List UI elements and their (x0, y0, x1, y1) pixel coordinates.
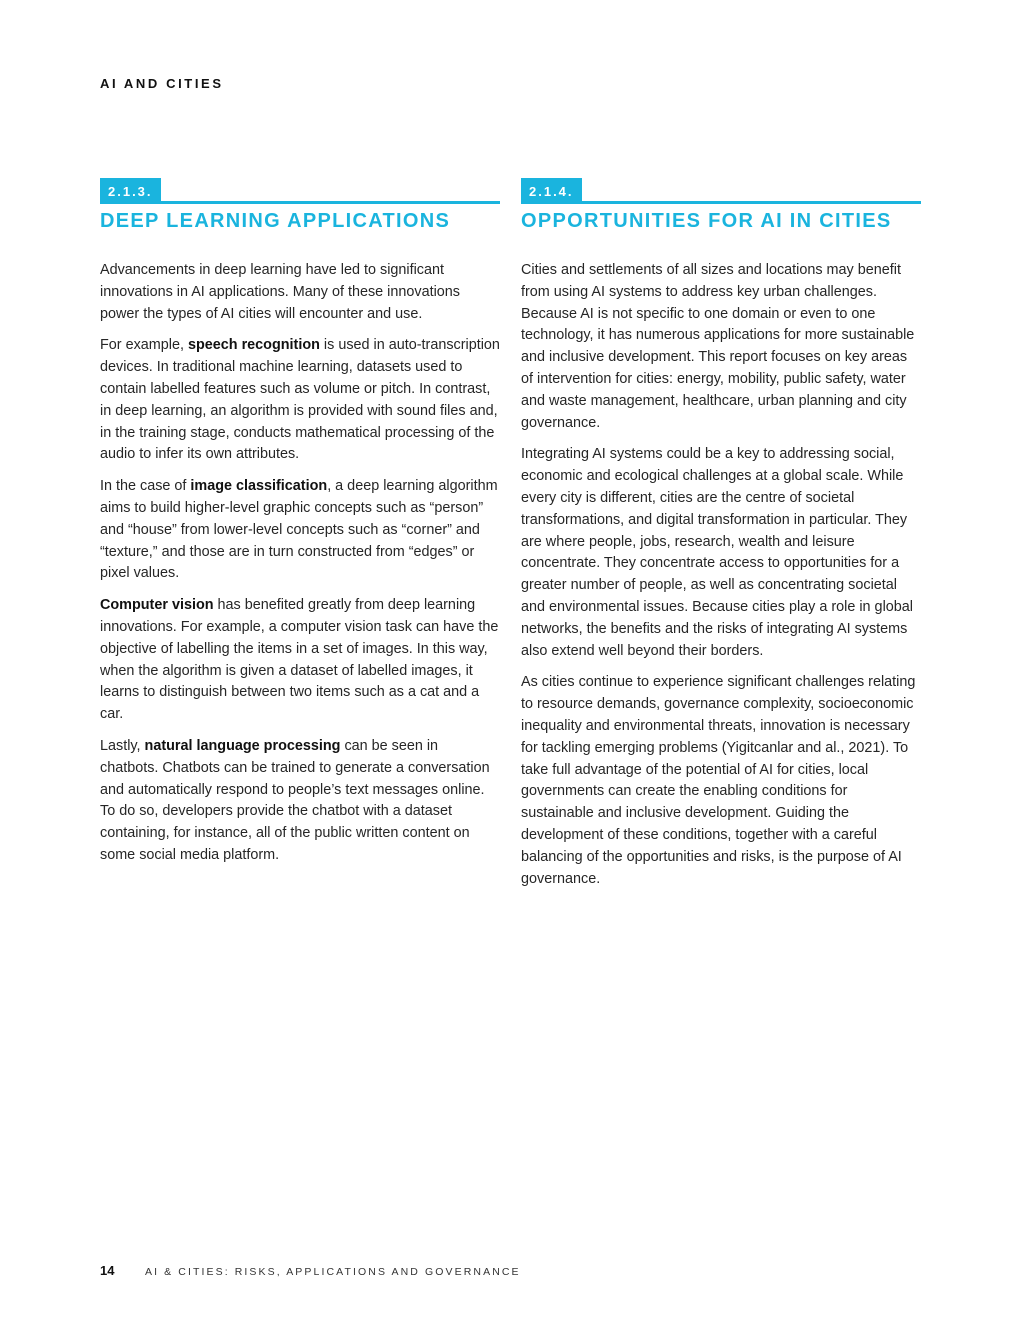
bold-term: natural language processing (144, 737, 341, 754)
section-body (100, 260, 500, 867)
page-number: 14 (100, 1263, 115, 1278)
paragraph (521, 444, 921, 662)
text-run: can be seen in chatbots. Chatbots can be trained to generate a conversation and automatically respond to people’s text messages online. To do so, developers provide the chatbot with a dataset containing, for instance, all of the public written content on some social media platform. (100, 737, 490, 863)
text-run: , a deep learning algorithm aims to build higher-level graphic concepts such as “person” and “house” from lower-level concepts such as “corner” and “texture,” and those are in turn constructed from “edges” or pixel values. (100, 478, 498, 582)
section-title: OPPORTUNITIES FOR AI IN CITIES (521, 210, 892, 232)
bold-term: image classification (190, 478, 328, 495)
text-run: is used in auto-transcription devices. In traditional machine learning, datasets used to contain labelled features such as volume or pitch. In contrast, in deep learning, an algorithm is provided with sound files and, in the training stage, conducts mathematical processing of the audio to infer its own attributes. (100, 337, 500, 463)
running-header: AI AND CITIES (100, 76, 224, 91)
section-header (521, 178, 921, 206)
bold-term: Computer vision (100, 597, 214, 614)
section-deep-learning-applications (100, 178, 500, 877)
paragraph (100, 335, 500, 466)
paragraph (521, 672, 921, 890)
paragraph (100, 595, 500, 726)
paragraph (521, 260, 921, 434)
paragraph (100, 736, 500, 867)
section-title: DEEP LEARNING APPLICATIONS (100, 210, 451, 232)
paragraph (100, 476, 500, 585)
text-run: Cities and settlements of all sizes and locations may benefit from using AI systems to address key urban challenges. Because AI is not specific to one domain or even to one technology, it has numerous applications for more sustainable and inclusive development. This report focuses on key areas of intervention for cities: energy, mobility, public safety, water and waste management, healthcare, urban planning and city governance. (521, 262, 915, 431)
section-opportunities-for-ai-in-cities (521, 178, 921, 900)
page-footer (100, 1263, 521, 1278)
paragraph (100, 260, 500, 325)
section-number: 2.1.4. (521, 178, 582, 203)
publication-title: AI & CITIES: RISKS, APPLICATIONS AND GOVERNANCE (145, 1266, 521, 1278)
section-header (100, 178, 500, 206)
text-run: has benefited greatly from deep learning innovations. For example, a computer vision task can have the objective of labelling the items in a set of images. In this way, when the algorithm is given a dataset of labelled images, it learns to distinguish between two items such as a cat and a car. (100, 597, 499, 723)
text-run: Integrating AI systems could be a key to addressing social, economic and ecological challenges at a global scale. While every city is different, cities are the centre of societal transformations, and digital transformation in particular. They are where people, jobs, research, wealth and leisure concentrate. They concentrate access to opportunities for a greater number of people, as well as concentrating societal and environmental issues. Because cities play a role in global networks, the benefits and the risks of integrating AI systems also extend well beyond their borders. (521, 446, 913, 659)
text-run: In the case of (100, 478, 191, 495)
text-run: For example, (100, 337, 188, 354)
bold-term: speech recognition (187, 337, 320, 354)
section-number: 2.1.3. (100, 178, 161, 203)
text-run: As cities continue to experience significant challenges relating to resource demands, governance complexity, socioeconomic inequality and environmental threats, innovation is necessary for tackling emerging problems (Yigitcanlar and al., 2021). To take full advantage of the potential of AI for cities, local governments can create the enabling conditions for sustainable and inclusive development. Guiding the development of these conditions, together with a careful balancing of the opportunities and risks, is the purpose of AI governance. (521, 674, 916, 887)
text-run: Lastly, (100, 737, 145, 754)
text-run: Advancements in deep learning have led to significant innovations in AI applications. Many of these innovations power the types of AI cities will encounter and use. (100, 262, 460, 322)
section-body (521, 260, 921, 890)
